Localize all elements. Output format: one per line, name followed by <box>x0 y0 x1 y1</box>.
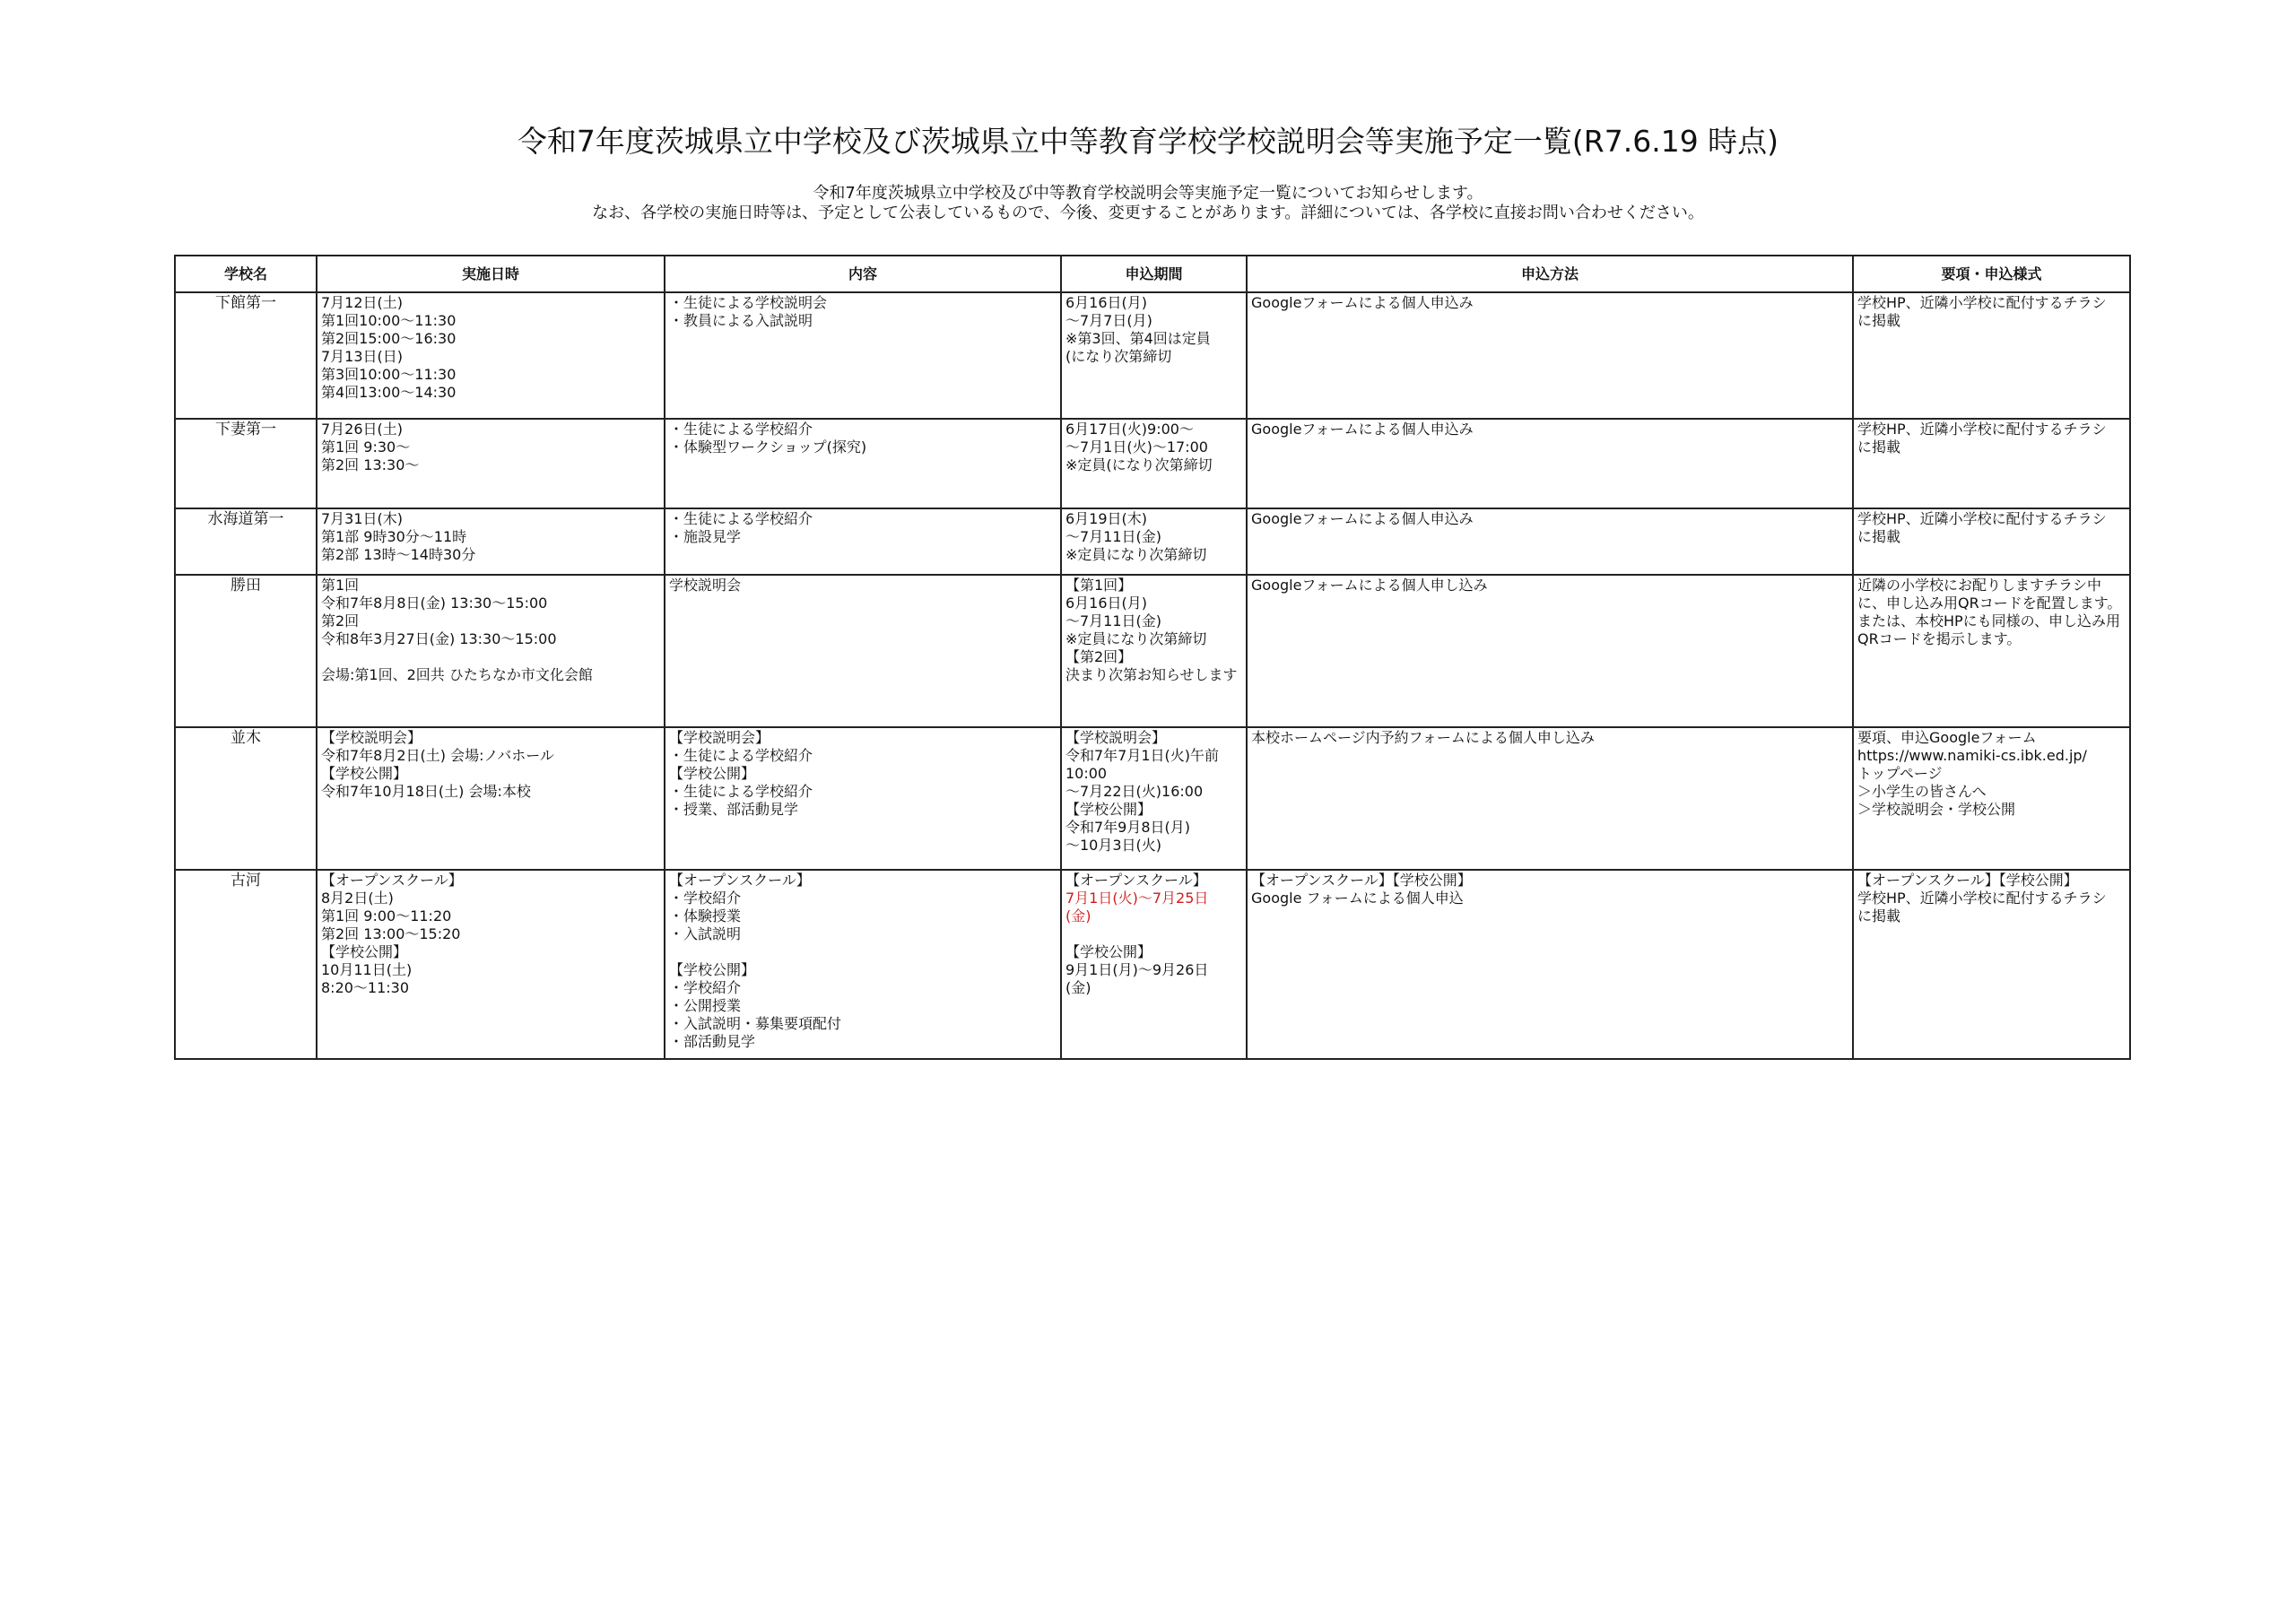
cell-text-line: 会場:第1回、2回共 ひたちなか市文化会館 <box>321 666 593 683</box>
intro-text <box>0 184 2296 223</box>
header-application-method: 申込方法 <box>1247 256 1853 292</box>
cell-text-line: Google フォームによる個人申込 <box>1251 890 1464 907</box>
application-period-cell <box>1061 727 1247 870</box>
cell-text-line: トップページ <box>1857 765 1943 782</box>
dates-cell <box>317 727 665 870</box>
application-method-cell <box>1247 419 1853 508</box>
cell-text-line: 〜7月7日(月) <box>1065 312 1152 329</box>
school-name-cell: 下妻第一 <box>175 419 317 508</box>
table-row <box>175 575 2130 727</box>
cell-text-line: 決まり次第お知らせします <box>1065 666 1238 683</box>
intro-line: なお、各学校の実施日時等は、予定として公表しているもので、今後、変更することがあります。詳細については、各学校に直接お問い合わせください。 <box>592 204 1704 222</box>
cell-text-line: 【オープンスクール】 <box>669 872 811 889</box>
table-header-row <box>175 256 2130 292</box>
cell-text-line: 〜10月3日(火) <box>1065 837 1162 854</box>
application-method-cell <box>1247 727 1853 870</box>
cell-text-line: 10:00 <box>1065 765 1108 782</box>
cell-text-line: 要項、申込Googleフォーム <box>1857 729 2037 746</box>
content-cell <box>665 419 1061 508</box>
cell-text-line: 7月12日(土) <box>321 294 404 311</box>
cell-text-line: ※第3回、第4回は定員 <box>1065 330 1211 347</box>
cell-text-line: 学校HP、近隣小学校に配付するチラシ <box>1857 294 2107 311</box>
cell-text-line: 第2回 <box>321 612 360 629</box>
cell-text-line: ・生徒による学校紹介 <box>669 510 813 527</box>
cell-text-line: に掲載 <box>1857 528 1901 545</box>
header-application-period: 申込期間 <box>1061 256 1247 292</box>
cell-text-line: 7月1日(火)〜7月25日 <box>1065 890 1209 907</box>
cell-text-line: 【学校説明会】 <box>1065 729 1167 746</box>
content-cell <box>665 508 1061 575</box>
cell-text-line: ・入試説明・募集要項配付 <box>669 1015 842 1032</box>
cell-text-line: または、本校HPにも同様の、申し込み用 <box>1857 612 2121 629</box>
dates-cell <box>317 419 665 508</box>
cell-text-line: ・学校紹介 <box>669 979 742 996</box>
cell-text-line: Googleフォームによる個人申込み <box>1251 510 1474 527</box>
cell-text-line: 令和8年3月27日(金) 13:30〜15:00 <box>321 630 557 647</box>
cell-text-line: 8月2日(土) <box>321 890 394 907</box>
school-name-cell: 水海道第一 <box>175 508 317 575</box>
cell-text-line: 7月26日(土) <box>321 421 404 438</box>
cell-text-line: 6月17日(火)9:00〜 <box>1065 421 1194 438</box>
cell-text-line: ※定員(になり次第締切 <box>1065 456 1213 473</box>
dates-cell <box>317 508 665 575</box>
content-cell <box>665 292 1061 419</box>
cell-text-line <box>1065 925 1242 943</box>
cell-text-line: 【オープンスクール】【学校公開】 <box>1251 872 1472 889</box>
table-body <box>175 292 2130 1059</box>
cell-text-line: ・入試説明 <box>669 925 742 942</box>
cell-text-line <box>321 648 660 666</box>
cell-text-line: ※定員になり次第締切 <box>1065 546 1207 563</box>
cell-text-line: 【学校公開】 <box>669 765 756 782</box>
cell-text-line: Googleフォームによる個人申込み <box>1251 294 1474 311</box>
cell-text-line: ・生徒による学校紹介 <box>669 783 813 800</box>
cell-text-line: 令和7年8月2日(土) 会場:ノバホール <box>321 747 554 764</box>
cell-text-line: ＞小学生の皆さんへ <box>1857 783 1987 800</box>
cell-text-line: ・生徒による学校説明会 <box>669 294 828 311</box>
application-method-cell <box>1247 508 1853 575</box>
table-row <box>175 292 2130 419</box>
cell-text-line: 7月13日(日) <box>321 348 404 365</box>
cell-text-line: 6月16日(月) <box>1065 294 1148 311</box>
application-period-cell <box>1061 419 1247 508</box>
cell-text-line: 第3回10:00〜11:30 <box>321 366 457 383</box>
school-name-cell: 並木 <box>175 727 317 870</box>
cell-text-line: ・生徒による学校紹介 <box>669 747 813 764</box>
guidelines-forms-cell <box>1853 419 2130 508</box>
page-title: 令和7年度茨城県立中学校及び茨城県立中等教育学校学校説明会等実施予定一覧(R7.6.19 時点) <box>517 124 1779 159</box>
dates-cell <box>317 292 665 419</box>
cell-text-line: (になり次第締切 <box>1065 348 1172 365</box>
cell-text-line: 第1回 9:00〜11:20 <box>321 907 452 924</box>
school-name-cell: 古河 <box>175 870 317 1059</box>
cell-text-line: に、申し込み用QRコードを配置します。 <box>1857 595 2122 612</box>
cell-text-line: https://www.namiki-cs.ibk.ed.jp/ <box>1857 747 2087 764</box>
cell-text-line: 第2部 13時〜14時30分 <box>321 546 476 563</box>
cell-text-line: 〜7月1日(火)〜17:00 <box>1065 438 1208 456</box>
cell-text-line: 【学校公開】 <box>1065 943 1152 960</box>
cell-text-line: 6月19日(木) <box>1065 510 1148 527</box>
cell-text-line: ・公開授業 <box>669 997 742 1014</box>
table-row <box>175 870 2130 1059</box>
cell-text-line: 学校HP、近隣小学校に配付するチラシ <box>1857 421 2107 438</box>
cell-text-line: 令和7年8月8日(金) 13:30〜15:00 <box>321 595 548 612</box>
cell-text-line: QRコードを掲示します。 <box>1857 630 2022 647</box>
cell-text-line: 【学校公開】 <box>321 943 408 960</box>
cell-text-line: 近隣の小学校にお配りしますチラシ中 <box>1857 577 2102 594</box>
cell-text-line: (金) <box>1065 907 1091 924</box>
cell-text-line: 7月31日(木) <box>321 510 404 527</box>
table-row <box>175 419 2130 508</box>
cell-text-line: ・施設見学 <box>669 528 742 545</box>
cell-text-line: ・学校紹介 <box>669 890 742 907</box>
cell-text-line: 第1部 9時30分〜11時 <box>321 528 467 545</box>
cell-text-line: 〜7月11日(金) <box>1065 528 1162 545</box>
cell-text-line: 【第1回】 <box>1065 577 1133 594</box>
cell-text-line: 令和7年7月1日(火)午前 <box>1065 747 1220 764</box>
header-dates: 実施日時 <box>317 256 665 292</box>
cell-text-line: 【学校説明会】 <box>669 729 770 746</box>
cell-text-line: に掲載 <box>1857 438 1901 456</box>
dates-cell <box>317 870 665 1059</box>
intro-line: 令和7年度茨城県立中学校及び中等教育学校説明会等実施予定一覧についてお知らせします。 <box>813 184 1483 203</box>
cell-text-line: 【オープンスクール】 <box>321 872 463 889</box>
cell-text-line: 【学校公開】 <box>1065 801 1152 818</box>
application-period-cell <box>1061 292 1247 419</box>
cell-text-line: 令和7年9月8日(月) <box>1065 819 1191 836</box>
cell-text-line: 第2回15:00〜16:30 <box>321 330 457 347</box>
guidelines-forms-cell <box>1853 508 2130 575</box>
application-period-cell <box>1061 508 1247 575</box>
application-method-cell <box>1247 575 1853 727</box>
cell-text-line: 8:20〜11:30 <box>321 979 410 996</box>
header-guidelines-forms: 要項・申込様式 <box>1853 256 2130 292</box>
header-content: 内容 <box>665 256 1061 292</box>
cell-text-line: 6月16日(月) <box>1065 595 1148 612</box>
school-name-cell: 下館第一 <box>175 292 317 419</box>
cell-text-line: ・生徒による学校紹介 <box>669 421 813 438</box>
cell-text-line: 学校HP、近隣小学校に配付するチラシ <box>1857 890 2107 907</box>
cell-text-line: 学校説明会 <box>669 577 742 594</box>
content-cell <box>665 727 1061 870</box>
application-method-cell <box>1247 870 1853 1059</box>
guidelines-forms-cell <box>1853 575 2130 727</box>
guidelines-forms-cell <box>1853 870 2130 1059</box>
cell-text-line: 第1回 <box>321 577 360 594</box>
cell-text-line: 令和7年10月18日(土) 会場:本校 <box>321 783 531 800</box>
application-period-cell <box>1061 870 1247 1059</box>
cell-text-line: 第4回13:00〜14:30 <box>321 384 457 401</box>
cell-text-line: ・体験型ワークショップ(探究) <box>669 438 867 456</box>
content-cell <box>665 575 1061 727</box>
cell-text-line: 【学校公開】 <box>321 765 408 782</box>
cell-text-line: 【学校公開】 <box>669 961 756 978</box>
cell-text-line: ・体験授業 <box>669 907 742 924</box>
cell-text-line: ・授業、部活動見学 <box>669 801 799 818</box>
cell-text-line <box>669 943 1057 961</box>
cell-text-line: 第1回10:00〜11:30 <box>321 312 457 329</box>
cell-text-line: 【学校説明会】 <box>321 729 422 746</box>
cell-text-line: ＞学校説明会・学校公開 <box>1857 801 2016 818</box>
cell-text-line: 第2回 13:00〜15:20 <box>321 925 461 942</box>
cell-text-line: Googleフォームによる個人申し込み <box>1251 577 1488 594</box>
application-period-cell <box>1061 575 1247 727</box>
cell-text-line: (金) <box>1065 979 1091 996</box>
cell-text-line: 9月1日(月)〜9月26日 <box>1065 961 1209 978</box>
school-name-cell: 勝田 <box>175 575 317 727</box>
table-row <box>175 727 2130 870</box>
cell-text-line: 第1回 9:30〜 <box>321 438 411 456</box>
content-cell <box>665 870 1061 1059</box>
cell-text-line: 【オープンスクール】【学校公開】 <box>1857 872 2078 889</box>
cell-text-line: 〜7月11日(金) <box>1065 612 1162 629</box>
cell-text-line: 学校HP、近隣小学校に配付するチラシ <box>1857 510 2107 527</box>
cell-text-line: ・教員による入試説明 <box>669 312 813 329</box>
cell-text-line: 本校ホームページ内予約フォームによる個人申し込み <box>1251 729 1595 746</box>
cell-text-line: 【オープンスクール】 <box>1065 872 1207 889</box>
cell-text-line: ・部活動見学 <box>669 1033 756 1050</box>
dates-cell <box>317 575 665 727</box>
header-school-name: 学校名 <box>175 256 317 292</box>
cell-text-line: 【第2回】 <box>1065 648 1133 665</box>
cell-text-line: に掲載 <box>1857 312 1901 329</box>
guidelines-forms-cell <box>1853 727 2130 870</box>
cell-text-line: 〜7月22日(火)16:00 <box>1065 783 1204 800</box>
cell-text-line: Googleフォームによる個人申込み <box>1251 421 1474 438</box>
cell-text-line: に掲載 <box>1857 907 1901 924</box>
cell-text-line: 10月11日(土) <box>321 961 413 978</box>
guidelines-forms-cell <box>1853 292 2130 419</box>
cell-text-line: ※定員になり次第締切 <box>1065 630 1207 647</box>
application-method-cell <box>1247 292 1853 419</box>
cell-text-line: 第2回 13:30〜 <box>321 456 420 473</box>
schedule-table <box>174 255 2131 1060</box>
table-row <box>175 508 2130 575</box>
